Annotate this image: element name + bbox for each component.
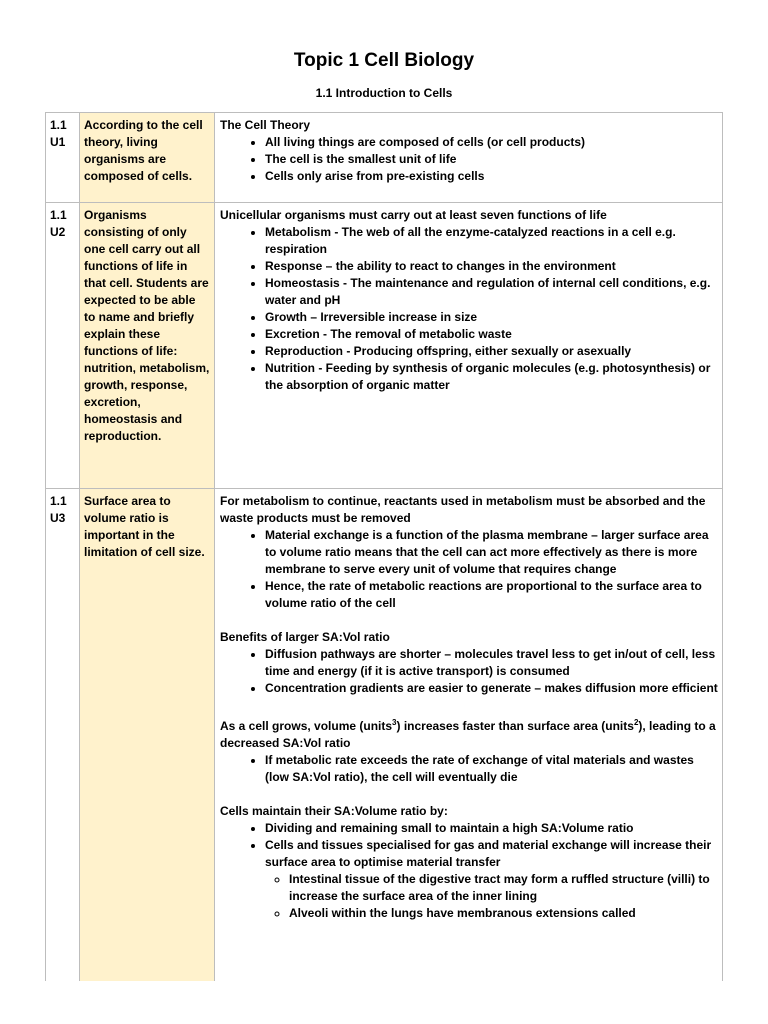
section-subtitle: 1.1 Introduction to Cells — [315, 86, 453, 100]
growth-text: As a cell grows, volume (units — [220, 719, 393, 733]
row-code: 1.1 U1 — [46, 113, 80, 203]
bullet-list — [220, 646, 718, 697]
table-row-u2 — [46, 203, 723, 489]
row-notes — [215, 203, 723, 489]
maintain-heading: Cells maintain their SA:Volume ratio by: — [220, 804, 448, 818]
list-item: • Response – the ability to react to changes in the environment — [265, 258, 718, 275]
table-row-u3 — [46, 489, 723, 981]
list-item: • Diffusion pathways are shorter – molecules travel less to get in/out of cell, less time and energy (if it is active transport) is consumed — [265, 646, 718, 680]
growth-text: ) increases faster than surface area (units — [396, 719, 634, 733]
list-item: • Metabolism - The web of all the enzyme-catalyzed reactions in a cell e.g. respiration — [265, 224, 718, 258]
row-statement: According to the cell theory, living organisms are composed of cells. — [80, 113, 215, 203]
benefits-heading: Benefits of larger SA:Vol ratio — [220, 630, 390, 644]
list-item: • Material exchange is a function of the plasma membrane – larger surface area to volume ratio means that the cell can act more effectively as there is more membrane to serve every unit of volume that requires change — [265, 527, 718, 578]
growth-text: ), leading to a decreased SA:Vol ratio — [220, 719, 716, 750]
superscript: 3 — [392, 718, 397, 727]
list-item — [265, 837, 718, 922]
list-item: • Reproduction - Producing offspring, either sexually or asexually — [265, 343, 718, 360]
list-item: • The cell is the smallest unit of life — [265, 151, 718, 168]
list-item: • If metabolic rate exceeds the rate of exchange of vital materials and wastes (low SA:Vol ratio), the cell will eventually die — [265, 752, 718, 786]
row-notes — [215, 489, 723, 981]
list-item: • Dividing and remaining small to maintain a high SA:Volume ratio — [265, 820, 718, 837]
bullet-list — [220, 527, 718, 612]
row-statement: Organisms consisting of only one cell carry out all functions of life in that cell. Students are expected to be able to name and briefly explain these functions of life: nutrition, metabolism, growth, response, excretion, homeostasis and reproduction. — [80, 203, 215, 489]
row-code: 1.1 U2 — [46, 203, 80, 489]
row-notes — [215, 113, 723, 203]
list-item: • Concentration gradients are easier to generate – makes diffusion more efficient — [265, 680, 718, 697]
growth-paragraph — [220, 714, 718, 752]
list-item: • Nutrition - Feeding by synthesis of organic molecules (e.g. photosynthesis) or the absorption of organic matter — [265, 360, 718, 394]
bullet-list — [220, 224, 718, 394]
table-row-u1 — [46, 113, 723, 203]
syllabus-table — [45, 112, 723, 981]
list-item: • All living things are composed of cells (or cell products) — [265, 134, 718, 151]
list-item: • Growth – Irreversible increase in size — [265, 309, 718, 326]
list-item: • Hence, the rate of metabolic reactions are proportional to the surface area to volume ratio of the cell — [265, 578, 718, 612]
list-item: • Cells only arise from pre-existing cells — [265, 168, 718, 185]
bullet-list — [220, 752, 718, 786]
sub-list-item: ◦ Intestinal tissue of the digestive tract may form a ruffled structure (villi) to increase the surface area of the inner lining — [289, 871, 718, 905]
notes-intro: For metabolism to continue, reactants used in metabolism must be absorbed and the waste products must be removed — [220, 494, 706, 525]
notes-heading: The Cell Theory — [220, 118, 311, 132]
list-item: • Homeostasis - The maintenance and regulation of internal cell conditions, e.g. water and pH — [265, 275, 718, 309]
row-statement: Surface area to volume ratio is important in the limitation of cell size. — [80, 489, 215, 981]
sub-bullet-list — [265, 871, 718, 922]
row-code: 1.1 U3 — [46, 489, 80, 981]
bullet-list — [220, 134, 718, 185]
page-title: Topic 1 Cell Biology — [293, 50, 475, 71]
superscript: 2 — [633, 718, 639, 727]
list-item-text: Cells and tissues specialised for gas and material exchange will increase their surface area to optimise material transfer — [265, 838, 712, 869]
sub-list-item: ◦ Alveoli within the lungs have membranous extensions called — [289, 905, 718, 922]
bullet-list — [220, 820, 718, 922]
notes-heading: Unicellular organisms must carry out at least seven functions of life — [220, 208, 607, 222]
list-item: • Excretion - The removal of metabolic waste — [265, 326, 718, 343]
